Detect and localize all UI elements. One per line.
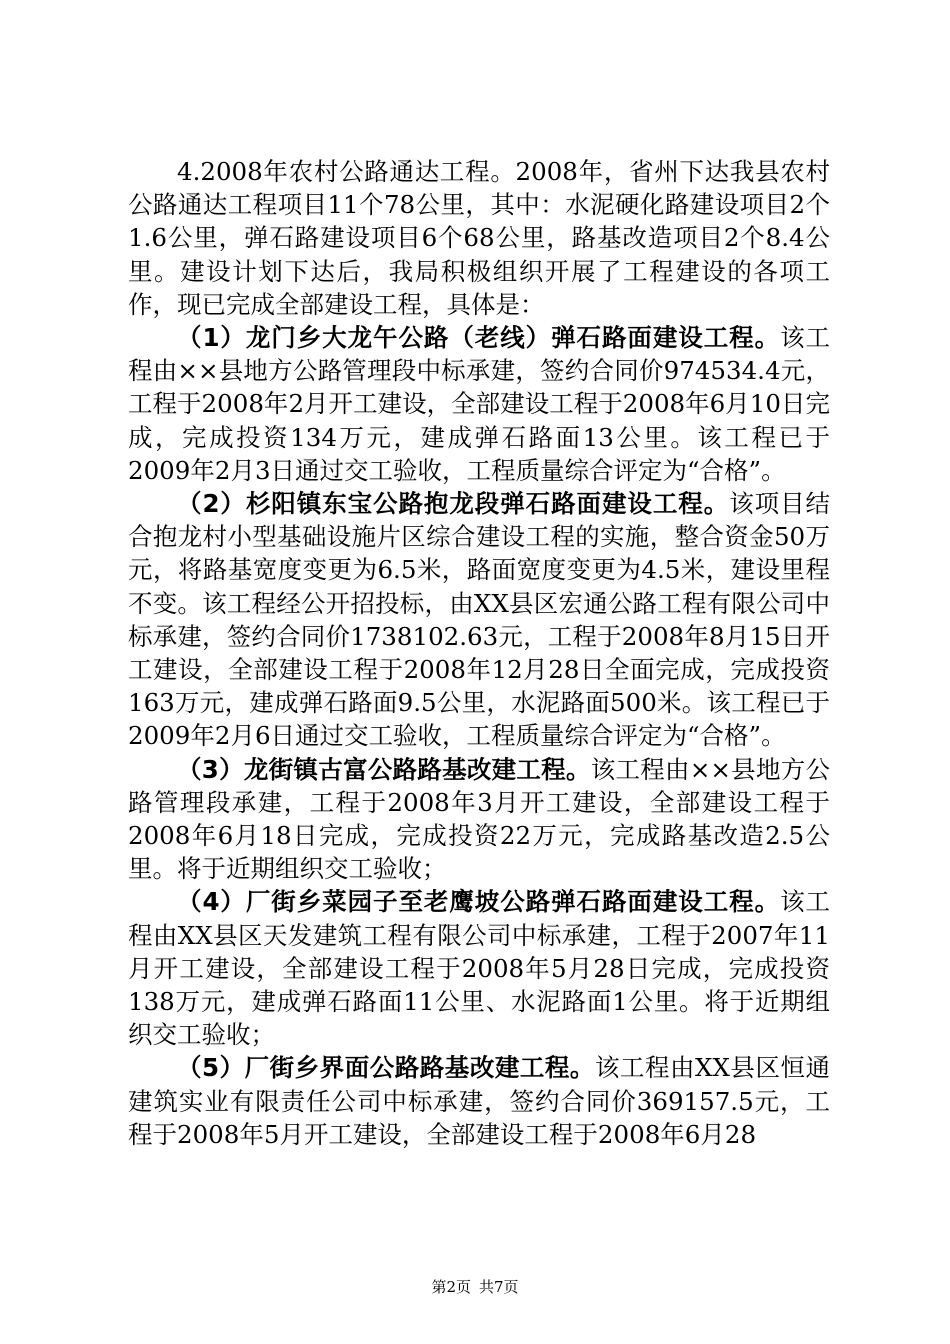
paragraph-item-4 <box>128 885 830 1051</box>
paragraph-heading: （1）龙门乡大龙午公路（老线）弹石路面建设工程。 <box>177 323 781 353</box>
paragraph-text: 该工程由××县地方公路管理段承建，工程于2008年3月开工建设，全部建设工程于2008年6月18日完成，完成投资22万元，完成路基改造2.5公里。将于近期组织交工验收； <box>128 754 830 884</box>
paragraph-heading: （4）厂街乡菜园子至老鹰坡公路弹石路面建设工程。 <box>177 887 781 917</box>
page-number: 第2页 <box>431 1278 471 1296</box>
paragraph-text: 该工程由XX县区恒通建筑实业有限责任公司中标承建，签约合同价369157.5元，工程于2008年5月开工建设，全部建设工程于2008年6月28 <box>128 1053 831 1149</box>
paragraph-intro <box>128 155 830 321</box>
paragraph-heading: （5）厂街乡界面公路路基改建工程。 <box>177 1053 595 1083</box>
paragraph-text: 4.2008年农村公路通达工程。2008年，省州下达我县农村公路通达工程项目11个78公里，其中：水泥硬化路建设项目2个1.6公里，弹石路建设项目6个68公里，路基改造项目2个8.4公里。建设计划下达后，我局积极组织开展了工程建设的各项工作，现已完成全部建设工程，具体是： <box>128 157 830 319</box>
paragraph-heading: （2）杉阳镇东宝公路抱龙段弹石路面建设工程。 <box>177 489 730 519</box>
document-body <box>128 155 830 1151</box>
paragraph-item-2 <box>128 487 830 753</box>
paragraph-item-5 <box>128 1051 830 1151</box>
paragraph-text: 该工程由××县地方公路管理段中标承建，签约合同价974534.4元，工程于2008年2月开工建设，全部建设工程于2008年6月10日完成，完成投资134万元，建成弹石路面13公里。该工程已于2009年2月3日通过交工验收，工程质量综合评定为“合格”。 <box>128 323 831 485</box>
paragraph-text: 该项目结合抱龙村小型基础设施片区综合建设工程的实施，整合资金50万元，将路基宽度变更为6.5米，路面宽度变更为4.5米，建设里程不变。该工程经公开招投标，由XX县区宏通公路工程有限公司中标承建，签约合同价1738102.63元，工程于2008年8月15日开工建设，全部建设工程于2008年12月28日全面完成，完成投资163万元，建成弹石路面9.5公里，水泥路面500米。该工程已于2009年2月6日通过交工验收，工程质量综合评定为“合格”。 <box>128 489 831 751</box>
page-total: 共7页 <box>479 1278 519 1296</box>
paragraph-item-1 <box>128 321 830 487</box>
paragraph-heading: （3）龙街镇古富公路路基改建工程。 <box>177 754 591 784</box>
paragraph-text: 该工程由XX县区天发建筑工程有限公司中标承建，工程于2007年11月开工建设，全部建设工程于2008年5月28日完成，完成投资138万元，建成弹石路面11公里、水泥路面1公里。将于近期组织交工验收； <box>128 887 831 1050</box>
paragraph-item-3 <box>128 753 830 886</box>
page-footer <box>0 1276 950 1297</box>
